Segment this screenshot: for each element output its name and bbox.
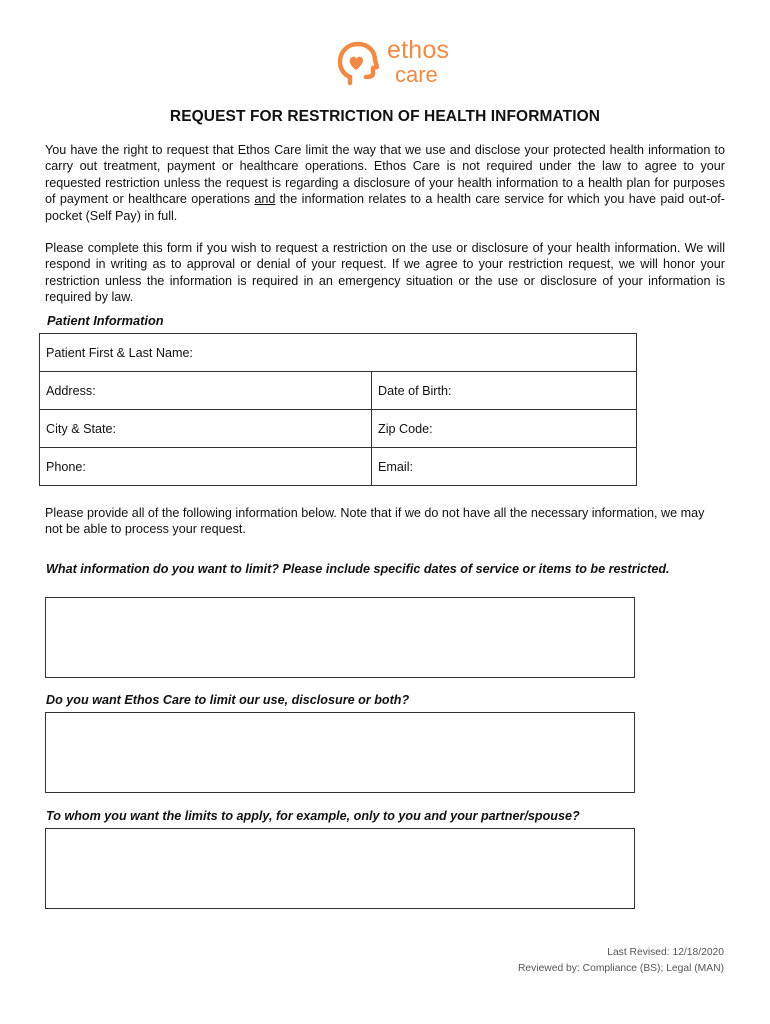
underlined-and: and — [254, 192, 276, 207]
dob-field[interactable]: Date of Birth: — [372, 372, 637, 410]
answer-box-limit-recipients[interactable] — [45, 828, 635, 909]
question-limit-info: What information do you want to limit? Please include specific dates of service or items to be restricted. — [46, 562, 670, 576]
zip-field[interactable]: Zip Code: — [372, 410, 637, 448]
city-state-field[interactable]: City & State: — [40, 410, 372, 448]
answer-box-use-disclosure[interactable] — [45, 712, 635, 793]
reviewed-by-text: Reviewed by: Compliance (BS); Legal (MAN) — [517, 963, 724, 974]
patient-name-field[interactable]: Patient First & Last Name: — [40, 334, 637, 372]
brand-word-ethos: ethos — [387, 36, 450, 64]
patient-info-table — [39, 333, 637, 486]
answer-box-limit-info[interactable] — [45, 597, 635, 678]
last-revised-text: Last Revised: 12/18/2020 — [607, 947, 724, 958]
email-field[interactable]: Email: — [372, 448, 637, 486]
question-limit-recipients: To whom you want the limits to apply, for example, only to you and your partner/spouse? — [46, 809, 580, 823]
question-use-disclosure: Do you want Ethos Care to limit our use, disclosure or both? — [46, 693, 410, 707]
brand-word-care: care — [395, 62, 438, 87]
instructions-note: Please provide all of the following information below. Note that if we do not have all the necessary information, we may not be able to process your request. — [45, 506, 705, 537]
ethos-care-logo — [335, 38, 465, 88]
intro-paragraph-2: Please complete this form if you wish to request a restriction on the use or disclosure of your health information. We will respond in writing as to approval or denial of your request. If we agree to your restriction request, we will honor your restriction unless the information is required in an emergency situation or the use or disclosure of your information is required by law. — [45, 241, 725, 305]
phone-field[interactable]: Phone: — [40, 448, 372, 486]
address-field[interactable]: Address: — [40, 372, 372, 410]
intro-paragraph-1: You have the right to request that Ethos Care limit the way that we use and disclose your protected health information to carry out treatment, payment or healthcare operations. Ethos Care is not required under the law to agree to your requested restriction unless the request is regarding a disclosure of your health information to a health plan for purposes of payment or healthcare operations and the information relates to a health care service for which you have paid out-of-pocket (Self Pay) in full. — [45, 143, 725, 223]
revision-footer — [518, 945, 724, 977]
page-title: REQUEST FOR RESTRICTION OF HEALTH INFORMATION — [169, 108, 601, 125]
patient-info-heading: Patient Information — [47, 313, 164, 328]
ethos-heart-head-icon — [335, 40, 381, 86]
